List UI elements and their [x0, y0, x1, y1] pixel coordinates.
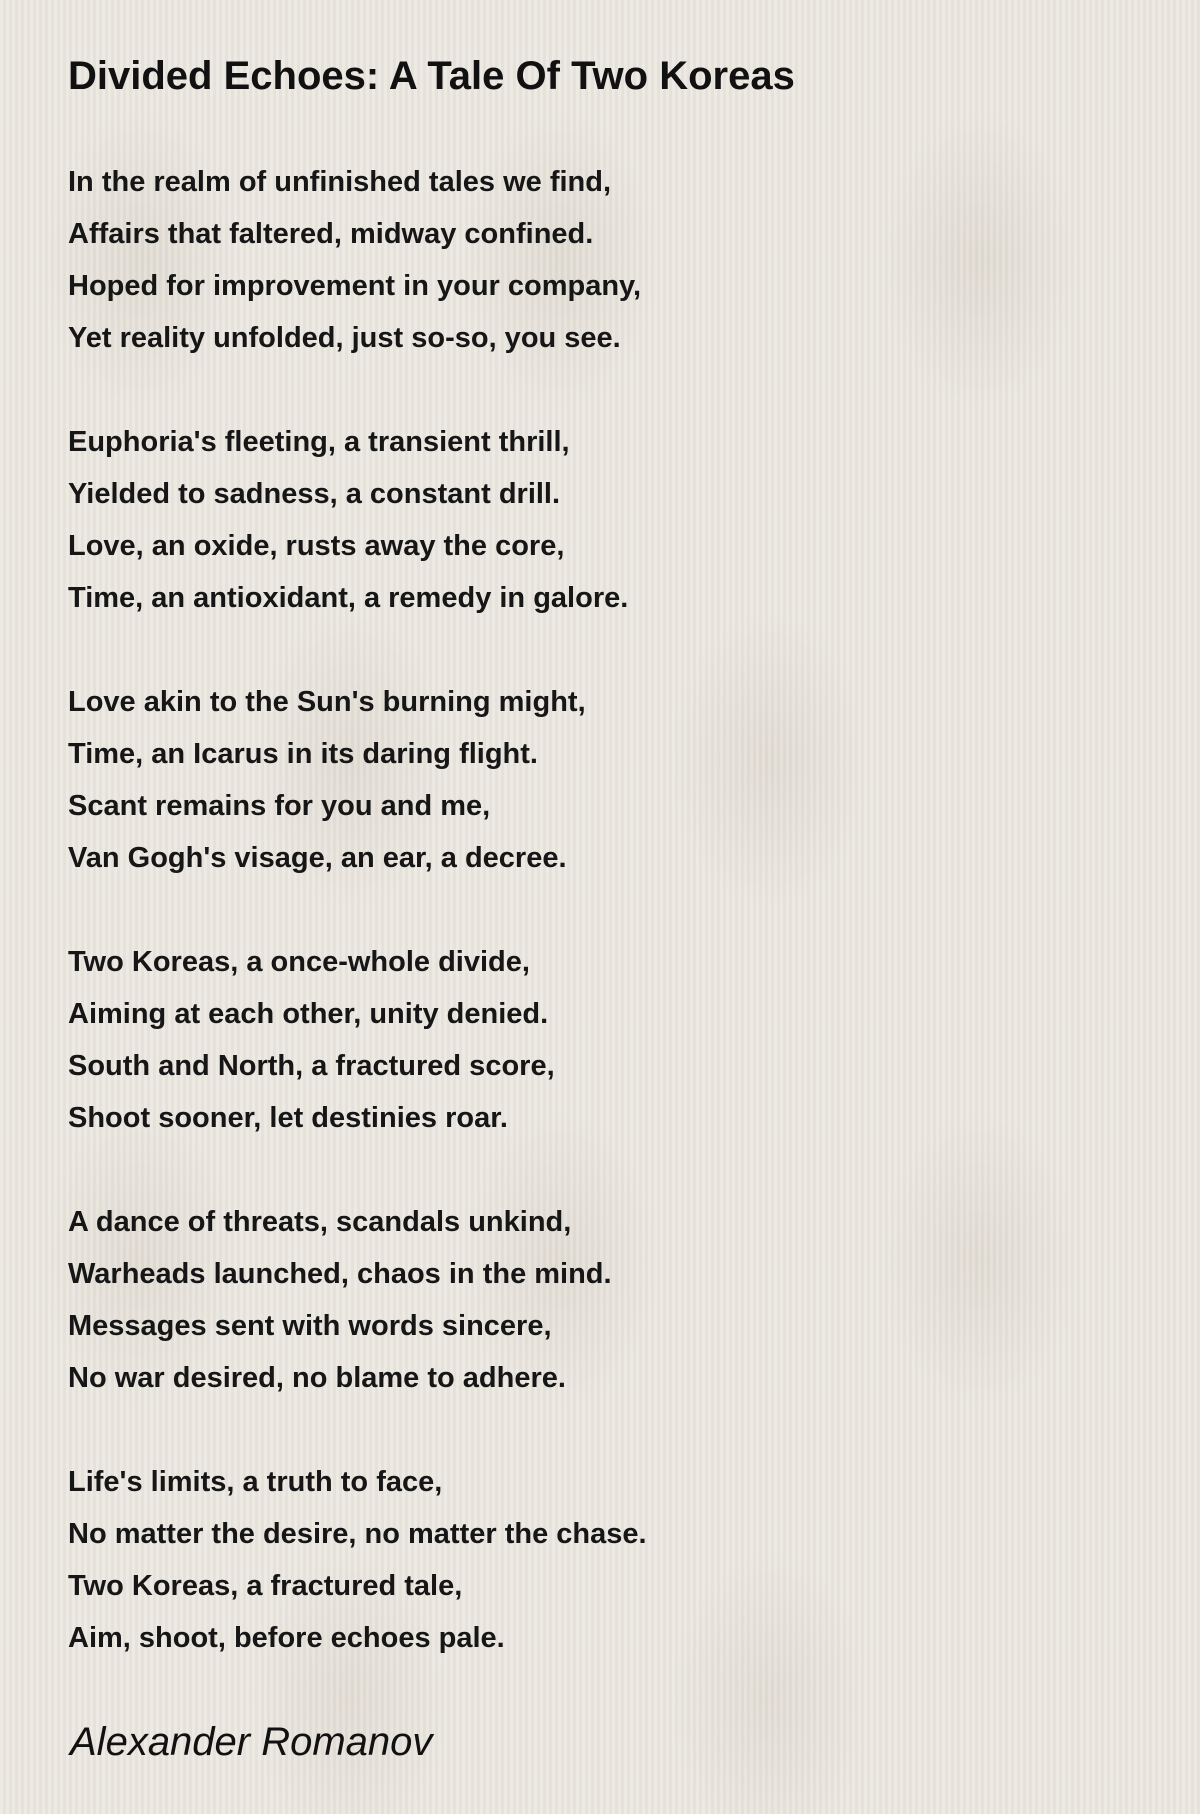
poem-line: Shoot sooner, let destinies roar.	[68, 1102, 508, 1134]
poem-line: South and North, a fractured score,	[68, 1050, 555, 1082]
poem-line: Love, an oxide, rusts away the core,	[68, 530, 565, 562]
poem-line: Time, an antioxidant, a remedy in galore.	[68, 582, 629, 614]
poem-line: Euphoria's fleeting, a transient thrill,	[68, 426, 570, 458]
poem-line: Yet reality unfolded, just so-so, you see.	[68, 322, 621, 354]
poem-line: Aim, shoot, before echoes pale.	[68, 1622, 505, 1654]
poem-line: A dance of threats, scandals unkind,	[68, 1206, 572, 1238]
poem-line: No matter the desire, no matter the chase.	[68, 1518, 647, 1550]
stanza	[68, 936, 1148, 1144]
poem-line: Scant remains for you and me,	[68, 790, 491, 822]
poem-line: No war desired, no blame to adhere.	[68, 1362, 566, 1394]
poem-body	[68, 156, 1148, 1664]
poem-line: Messages sent with words sincere,	[68, 1310, 552, 1342]
poem-line: Two Koreas, a fractured tale,	[68, 1570, 463, 1602]
poem-line: Warheads launched, chaos in the mind.	[68, 1258, 612, 1290]
stanza	[68, 156, 1148, 364]
poem-line: Life's limits, a truth to face,	[68, 1466, 443, 1498]
poem-line: Aiming at each other, unity denied.	[68, 998, 549, 1030]
poem-line: Yielded to sadness, a constant drill.	[68, 478, 561, 510]
poem-page	[68, 48, 1148, 1664]
stanza	[68, 1196, 1148, 1404]
poem-line: Affairs that faltered, midway confined.	[68, 218, 594, 250]
poem-title: Divided Echoes: A Tale Of Two Koreas	[68, 54, 795, 98]
poem-line: Two Koreas, a once-whole divide,	[68, 946, 530, 978]
poem-author: Alexander Romanov	[70, 1720, 433, 1764]
stanza	[68, 676, 1148, 884]
stanza	[68, 1456, 1148, 1664]
poem-line: Time, an Icarus in its daring flight.	[68, 738, 538, 770]
poem-line: In the realm of unfinished tales we find,	[68, 166, 612, 198]
stanza	[68, 416, 1148, 624]
poem-line: Van Gogh's visage, an ear, a decree.	[68, 842, 567, 874]
poem-line: Love akin to the Sun's burning might,	[68, 686, 586, 718]
poem-line: Hoped for improvement in your company,	[68, 270, 642, 302]
